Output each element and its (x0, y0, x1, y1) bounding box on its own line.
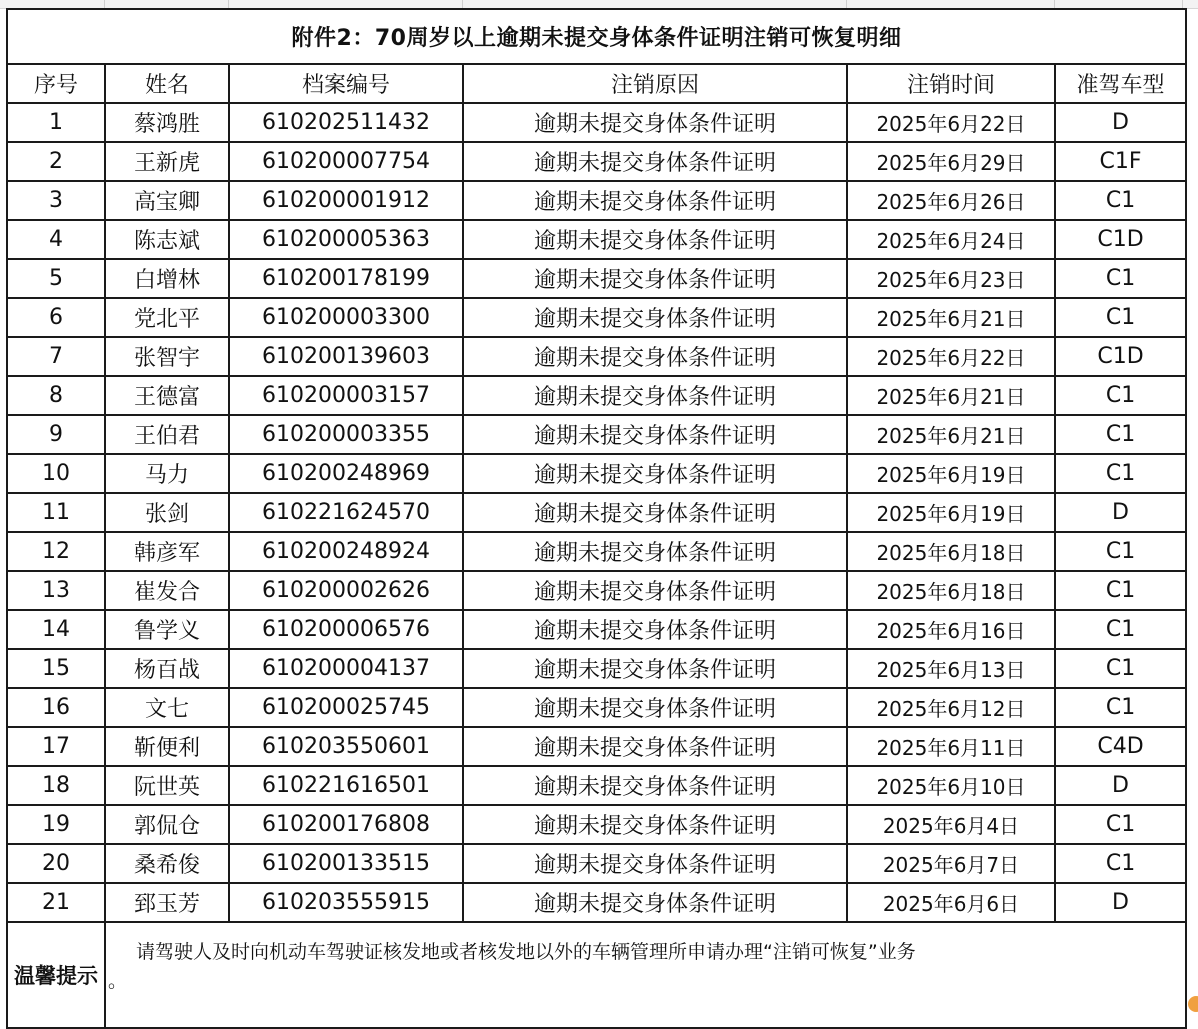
cell-date[interactable]: 2025年6月16日 (847, 610, 1055, 649)
cell-index[interactable]: 15 (7, 649, 105, 688)
table-row (7, 337, 1186, 376)
cell-vehicle-class[interactable]: C1 (1055, 454, 1186, 493)
cell-file-number[interactable]: 610202511432 (229, 103, 463, 142)
cell-vehicle-class[interactable]: C4D (1055, 727, 1186, 766)
cell-vehicle-class[interactable]: C1 (1055, 649, 1186, 688)
cell-date[interactable]: 2025年6月7日 (847, 844, 1055, 883)
table-row (7, 649, 1186, 688)
cell-vehicle-class[interactable]: C1 (1055, 415, 1186, 454)
cell-reason[interactable]: 逾期未提交身体条件证明 (463, 883, 847, 922)
cell-date[interactable]: 2025年6月10日 (847, 766, 1055, 805)
table-row (7, 688, 1186, 727)
cell-reason[interactable]: 逾期未提交身体条件证明 (463, 220, 847, 259)
cell-reason[interactable]: 逾期未提交身体条件证明 (463, 532, 847, 571)
cell-name[interactable]: 张剑 (105, 493, 229, 532)
cell-file-number[interactable]: 610200001912 (229, 181, 463, 220)
cell-file-number[interactable]: 610200005363 (229, 220, 463, 259)
cell-name[interactable]: 韩彦军 (105, 532, 229, 571)
cell-file-number[interactable]: 610200002626 (229, 571, 463, 610)
cell-date[interactable]: 2025年6月26日 (847, 181, 1055, 220)
cell-file-number[interactable]: 610200248969 (229, 454, 463, 493)
cell-file-number[interactable]: 610200006576 (229, 610, 463, 649)
cell-name[interactable]: 王德富 (105, 376, 229, 415)
cell-name[interactable]: 鲁学义 (105, 610, 229, 649)
cell-vehicle-class[interactable]: C1 (1055, 181, 1186, 220)
cell-vehicle-class[interactable]: D (1055, 766, 1186, 805)
cell-name[interactable]: 崔发合 (105, 571, 229, 610)
cell-date[interactable]: 2025年6月21日 (847, 415, 1055, 454)
header-cell-name[interactable]: 姓名 (105, 64, 229, 103)
cell-date[interactable]: 2025年6月4日 (847, 805, 1055, 844)
tip-row (7, 922, 1186, 1028)
table-row (7, 415, 1186, 454)
cell-date[interactable]: 2025年6月22日 (847, 103, 1055, 142)
table-row (7, 571, 1186, 610)
cell-reason[interactable]: 逾期未提交身体条件证明 (463, 844, 847, 883)
cell-file-number[interactable]: 610203555915 (229, 883, 463, 922)
tip-period: 。 (108, 970, 128, 992)
cell-vehicle-class[interactable]: C1 (1055, 688, 1186, 727)
tip-cell[interactable] (105, 922, 1186, 1028)
title-row (7, 9, 1186, 64)
cell-index[interactable]: 11 (7, 493, 105, 532)
cell-name[interactable]: 马力 (105, 454, 229, 493)
cell-index[interactable]: 9 (7, 415, 105, 454)
cell-date[interactable]: 2025年6月24日 (847, 220, 1055, 259)
cell-index[interactable]: 21 (7, 883, 105, 922)
table-row (7, 532, 1186, 571)
cell-date[interactable]: 2025年6月22日 (847, 337, 1055, 376)
cell-name[interactable]: 郭侃仓 (105, 805, 229, 844)
cell-vehicle-class[interactable]: C1 (1055, 571, 1186, 610)
cell-name[interactable]: 王新虎 (105, 142, 229, 181)
cell-index[interactable]: 19 (7, 805, 105, 844)
cell-reason[interactable]: 逾期未提交身体条件证明 (463, 259, 847, 298)
cell-file-number[interactable]: 610200003157 (229, 376, 463, 415)
cell-vehicle-class[interactable]: C1F (1055, 142, 1186, 181)
table-row (7, 844, 1186, 883)
table-row (7, 454, 1186, 493)
cell-reason[interactable]: 逾期未提交身体条件证明 (463, 727, 847, 766)
cell-index[interactable]: 7 (7, 337, 105, 376)
cell-date[interactable]: 2025年6月12日 (847, 688, 1055, 727)
cell-name[interactable]: 靳便利 (105, 727, 229, 766)
table-row (7, 220, 1186, 259)
cell-date[interactable]: 2025年6月6日 (847, 883, 1055, 922)
cell-name[interactable]: 高宝卿 (105, 181, 229, 220)
cell-index[interactable]: 13 (7, 571, 105, 610)
tip-text: 请驾驶人及时向机动车驾驶证核发地或者核发地以外的车辆管理所申请办理“注销可恢复”业务 (136, 941, 916, 963)
cancellation-detail-table (6, 8, 1187, 1029)
cell-reason[interactable]: 逾期未提交身体条件证明 (463, 142, 847, 181)
cell-name[interactable]: 陈志斌 (105, 220, 229, 259)
cell-reason[interactable]: 逾期未提交身体条件证明 (463, 493, 847, 532)
header-cell-reason[interactable]: 注销原因 (463, 64, 847, 103)
cell-reason[interactable]: 逾期未提交身体条件证明 (463, 415, 847, 454)
cell-name[interactable]: 王伯君 (105, 415, 229, 454)
header-row (7, 64, 1186, 103)
cell-vehicle-class[interactable]: D (1055, 883, 1186, 922)
cell-index[interactable]: 17 (7, 727, 105, 766)
cell-file-number[interactable]: 610200178199 (229, 259, 463, 298)
cell-index[interactable]: 16 (7, 688, 105, 727)
cell-index[interactable]: 18 (7, 766, 105, 805)
cell-vehicle-class[interactable]: C1 (1055, 610, 1186, 649)
cell-file-number[interactable]: 610200004137 (229, 649, 463, 688)
cell-file-number[interactable]: 610200003300 (229, 298, 463, 337)
cell-reason[interactable]: 逾期未提交身体条件证明 (463, 298, 847, 337)
corner-badge-icon (1188, 996, 1198, 1012)
cell-file-number[interactable]: 610221616501 (229, 766, 463, 805)
cell-file-number[interactable]: 610203550601 (229, 727, 463, 766)
table-row (7, 142, 1186, 181)
cell-vehicle-class[interactable]: C1 (1055, 805, 1186, 844)
header-cell-vehicle-class[interactable]: 准驾车型 (1055, 64, 1186, 103)
cell-date[interactable]: 2025年6月21日 (847, 376, 1055, 415)
cell-name[interactable]: 白增林 (105, 259, 229, 298)
cell-date[interactable]: 2025年6月19日 (847, 454, 1055, 493)
cell-vehicle-class[interactable]: C1 (1055, 376, 1186, 415)
table-row (7, 493, 1186, 532)
table-row (7, 883, 1186, 922)
table-row (7, 727, 1186, 766)
cell-index[interactable]: 12 (7, 532, 105, 571)
cell-index[interactable]: 8 (7, 376, 105, 415)
cell-name[interactable]: 桑希俊 (105, 844, 229, 883)
cell-vehicle-class[interactable]: C1D (1055, 337, 1186, 376)
cell-name[interactable]: 张智宇 (105, 337, 229, 376)
table-row (7, 805, 1186, 844)
cell-index[interactable]: 10 (7, 454, 105, 493)
cell-date[interactable]: 2025年6月18日 (847, 532, 1055, 571)
table-row (7, 376, 1186, 415)
cell-date[interactable]: 2025年6月11日 (847, 727, 1055, 766)
cell-vehicle-class[interactable]: D (1055, 493, 1186, 532)
cell-reason[interactable]: 逾期未提交身体条件证明 (463, 649, 847, 688)
cell-file-number[interactable]: 610200139603 (229, 337, 463, 376)
table-row (7, 259, 1186, 298)
cell-reason[interactable]: 逾期未提交身体条件证明 (463, 454, 847, 493)
cell-name[interactable]: 党北平 (105, 298, 229, 337)
cell-reason[interactable]: 逾期未提交身体条件证明 (463, 181, 847, 220)
cell-index[interactable]: 14 (7, 610, 105, 649)
cell-file-number[interactable]: 610221624570 (229, 493, 463, 532)
cell-name[interactable]: 蔡鸿胜 (105, 103, 229, 142)
cell-reason[interactable]: 逾期未提交身体条件证明 (463, 766, 847, 805)
cell-index[interactable]: 2 (7, 142, 105, 181)
cell-reason[interactable]: 逾期未提交身体条件证明 (463, 571, 847, 610)
cell-index[interactable]: 3 (7, 181, 105, 220)
cell-date[interactable]: 2025年6月23日 (847, 259, 1055, 298)
cell-name[interactable]: 阮世英 (105, 766, 229, 805)
cell-name[interactable]: 杨百战 (105, 649, 229, 688)
cell-reason[interactable]: 逾期未提交身体条件证明 (463, 610, 847, 649)
cell-vehicle-class[interactable]: C1 (1055, 844, 1186, 883)
cell-index[interactable]: 4 (7, 220, 105, 259)
sheet-title[interactable]: 附件2：70周岁以上逾期未提交身体条件证明注销可恢复明细 (7, 9, 1186, 64)
cell-vehicle-class[interactable]: C1 (1055, 532, 1186, 571)
header-cell-index[interactable]: 序号 (7, 64, 105, 103)
cell-file-number[interactable]: 610200007754 (229, 142, 463, 181)
cell-file-number[interactable]: 610200248924 (229, 532, 463, 571)
cell-name[interactable]: 郅玉芳 (105, 883, 229, 922)
cell-vehicle-class[interactable]: C1 (1055, 298, 1186, 337)
header-cell-date[interactable]: 注销时间 (847, 64, 1055, 103)
cell-date[interactable]: 2025年6月21日 (847, 298, 1055, 337)
table-row (7, 610, 1186, 649)
cell-file-number[interactable]: 610200133515 (229, 844, 463, 883)
cell-reason[interactable]: 逾期未提交身体条件证明 (463, 337, 847, 376)
cell-date[interactable]: 2025年6月13日 (847, 649, 1055, 688)
cell-file-number[interactable]: 610200003355 (229, 415, 463, 454)
cell-date[interactable]: 2025年6月18日 (847, 571, 1055, 610)
table-row (7, 298, 1186, 337)
cell-reason[interactable]: 逾期未提交身体条件证明 (463, 376, 847, 415)
cell-date[interactable]: 2025年6月29日 (847, 142, 1055, 181)
header-cell-file-number[interactable]: 档案编号 (229, 64, 463, 103)
cell-file-number[interactable]: 610200025745 (229, 688, 463, 727)
cell-vehicle-class[interactable]: C1 (1055, 259, 1186, 298)
table-row (7, 103, 1186, 142)
cell-vehicle-class[interactable]: D (1055, 103, 1186, 142)
cell-reason[interactable]: 逾期未提交身体条件证明 (463, 103, 847, 142)
cell-index[interactable]: 6 (7, 298, 105, 337)
cell-file-number[interactable]: 610200176808 (229, 805, 463, 844)
cell-index[interactable]: 5 (7, 259, 105, 298)
tip-label[interactable]: 温馨提示 (7, 922, 105, 1028)
cell-date[interactable]: 2025年6月19日 (847, 493, 1055, 532)
table-row (7, 181, 1186, 220)
table-row (7, 766, 1186, 805)
cell-reason[interactable]: 逾期未提交身体条件证明 (463, 688, 847, 727)
cell-index[interactable]: 1 (7, 103, 105, 142)
cell-index[interactable]: 20 (7, 844, 105, 883)
cell-vehicle-class[interactable]: C1D (1055, 220, 1186, 259)
cell-reason[interactable]: 逾期未提交身体条件证明 (463, 805, 847, 844)
cell-name[interactable]: 文七 (105, 688, 229, 727)
